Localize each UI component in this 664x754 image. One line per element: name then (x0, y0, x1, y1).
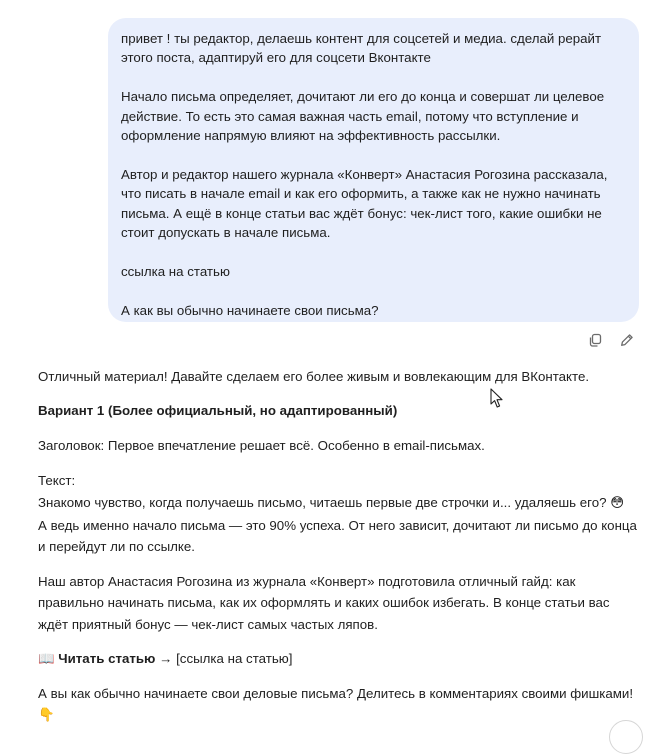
user-message-paragraph: Автор и редактор нашего журнала «Конверт» Анастасия Рогозина рассказала, что писать в начале email и как его оформить, а также как не нужно начинать письма. А ещё в конце статьи вас ждёт бонус: чек-лист того, какие ошибки не стоит допускать в начале письма. (121, 166, 608, 241)
user-message-paragraph: ссылка на статью (121, 263, 230, 279)
variant-title: Вариант 1 (Более официальный, но адаптированный) (38, 402, 398, 418)
read-article-line (38, 648, 638, 670)
edit-icon[interactable] (618, 331, 635, 348)
message-actions (586, 331, 635, 348)
reply-headline: Заголовок: Первое впечатление решает всё. Особенно в email-письмах. (38, 438, 485, 453)
user-message-paragraph: А как вы обычно начинаете свои письма? (121, 302, 379, 318)
user-message-paragraph: Начало письма определяет, дочитают ли его до конца и совершат ли целевое действие. То есть это самая важная часть email, потому что вступление и оформление напрямую влияют на эффективность рассылки. (121, 89, 605, 144)
article-link[interactable]: [ссылка на статью] (176, 651, 293, 666)
read-article-label: Читать статью → (58, 651, 173, 666)
scroll-down-button[interactable] (609, 720, 643, 754)
reply-intro: Отличный материал! Давайте сделаем его более живым и вовлекающим для ВКонтакте. (38, 369, 590, 384)
assistant-reply (38, 366, 638, 726)
text-line-1: Знакомо чувство, когда получаешь письмо, читаешь первые две строчки и... удаляешь его? 😳 (38, 495, 625, 510)
text-line-2: А ведь именно начало письма — это 90% успеха. От него зависит, дочитают ли письмо до конца и перейдут ли по ссылке. (38, 517, 637, 554)
user-message-bubble (108, 18, 639, 322)
copy-icon[interactable] (586, 331, 603, 348)
author-paragraph: Наш автор Анастасия Рогозина из журнала «Конверт» подготовила отличный гайд: как правильно начинать письма, как их оформлять и каких ошибок избегать. В конце статьи вас ждёт приятный бонус — чек-лист самых частых ляпов. (38, 573, 610, 632)
mouse-pointer-icon (490, 388, 504, 414)
text-label: Текст: (38, 472, 76, 488)
book-emoji-icon: 📖 (38, 651, 55, 666)
reply-question: А вы как обычно начинаете свои деловые письма? Делитесь в комментариях своими фишками! 👇 (38, 685, 634, 722)
user-message-paragraph: привет ! ты редактор, делаешь контент для соцсетей и медиа. сделай рерайт этого поста, адаптируй его для соцсети Вконтакте (121, 31, 602, 66)
